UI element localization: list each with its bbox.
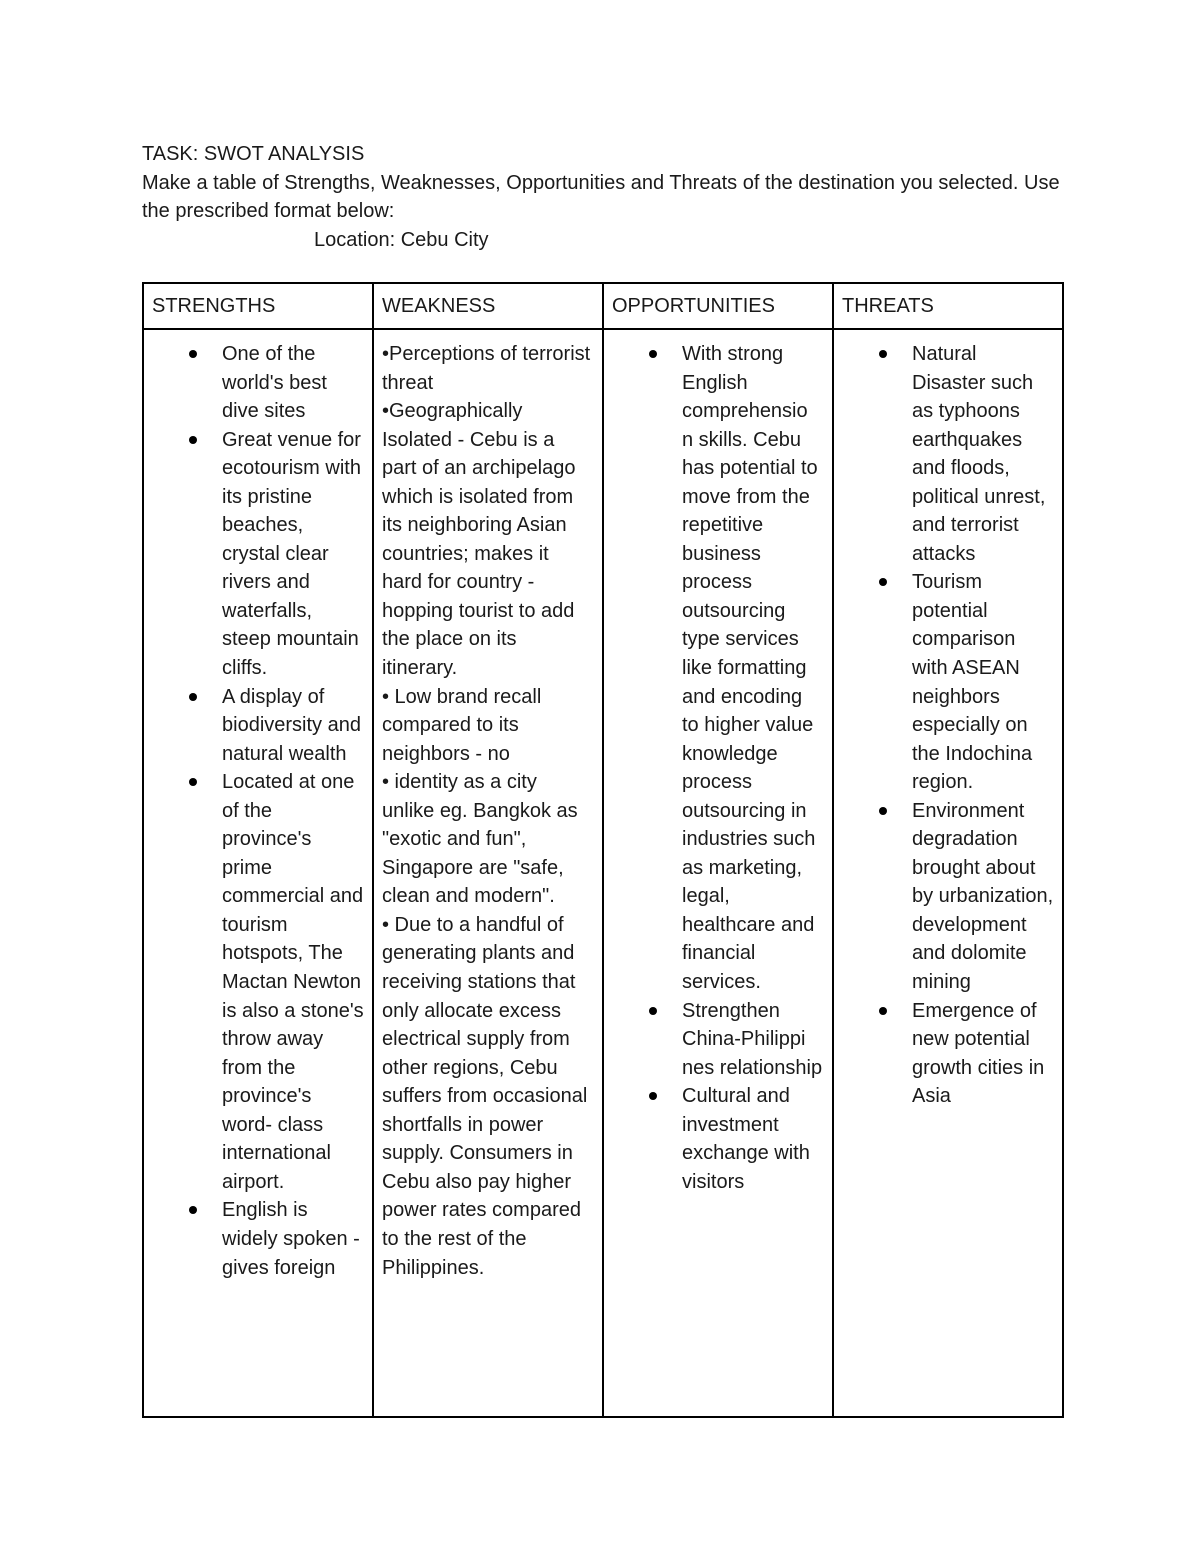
threat-item: Natural Disaster such as typhoons earthquakes and floods, political unrest, and terrorist attacks (912, 340, 1054, 568)
strength-item: Great venue for ecotourism with its pristine beaches, crystal clear rivers and waterfalls, steep mountain cliffs. (222, 426, 364, 683)
swot-header-row (143, 283, 1063, 329)
opportunity-item: With strong English comprehensio n skills. Cebu has potential to move from the repetitive business process outsourcing type services like formatting and encoding to higher value knowledge process outsourcing in industries such as marketing, legal, healthcare and financial services. (682, 340, 824, 997)
strength-item: Located at one of the province's prime commercial and tourism hotspots, The Mactan Newton is also a stone's throw away from the province's word- class international airport. (222, 768, 364, 1196)
opportunities-cell (603, 329, 833, 1417)
strengths-cell (143, 329, 373, 1417)
opportunities-list (612, 340, 824, 1196)
threat-item: Emergence of new potential growth cities in Asia (912, 997, 1054, 1111)
opportunity-item: Strengthen China-Philippi nes relationship (682, 997, 824, 1083)
swot-table (142, 282, 1064, 1418)
threats-list (842, 340, 1054, 1111)
threats-cell (833, 329, 1063, 1417)
task-title: TASK: SWOT ANALYSIS (142, 143, 365, 165)
strengths-list (152, 340, 364, 1282)
weakness-cell (373, 329, 603, 1417)
strength-item: One of the world's best dive sites (222, 340, 364, 426)
strength-item: A display of biodiversity and natural wealth (222, 683, 364, 769)
header-threats: THREATS (833, 283, 1063, 329)
header-weakness: WEAKNESS (373, 283, 603, 329)
task-instruction: Make a table of Strengths, Weaknesses, Opportunities and Threats of the destination you selected. Use the prescribed format below: (142, 171, 1060, 222)
opportunity-item: Cultural and investment exchange with visitors (682, 1082, 824, 1196)
location-label: Location: Cebu City (314, 228, 489, 251)
strength-item: English is widely spoken - gives foreign (222, 1196, 364, 1282)
weakness-text: •Perceptions of terrorist threat •Geographically Isolated - Cebu is a part of an archipelago which is isolated from its neighboring Asian countries; makes it hard for country - hopping tourist to add the place on its itinerary. • Low brand recall compared to its neighbors - no • identity as a city unlike eg. Bangkok as "exotic and fun", Singapore are "safe, clean and modern". • Due to a handful of generating plants and receiving stations that only allocate excess electrical supply from other regions, Cebu suffers from occasional shortfalls in power supply. Consumers in Cebu also pay higher power rates compared to the rest of the Philippines. (382, 343, 591, 1279)
header-opportunities: OPPORTUNITIES (603, 283, 833, 329)
swot-body-row (143, 329, 1063, 1417)
threat-item: Tourism potential comparison with ASEAN neighbors especially on the Indochina region. (912, 568, 1054, 796)
task-intro (142, 140, 1062, 254)
threat-item: Environment degradation brought about by urbanization, development and dolomite mining (912, 797, 1054, 997)
header-strengths: STRENGTHS (143, 283, 373, 329)
